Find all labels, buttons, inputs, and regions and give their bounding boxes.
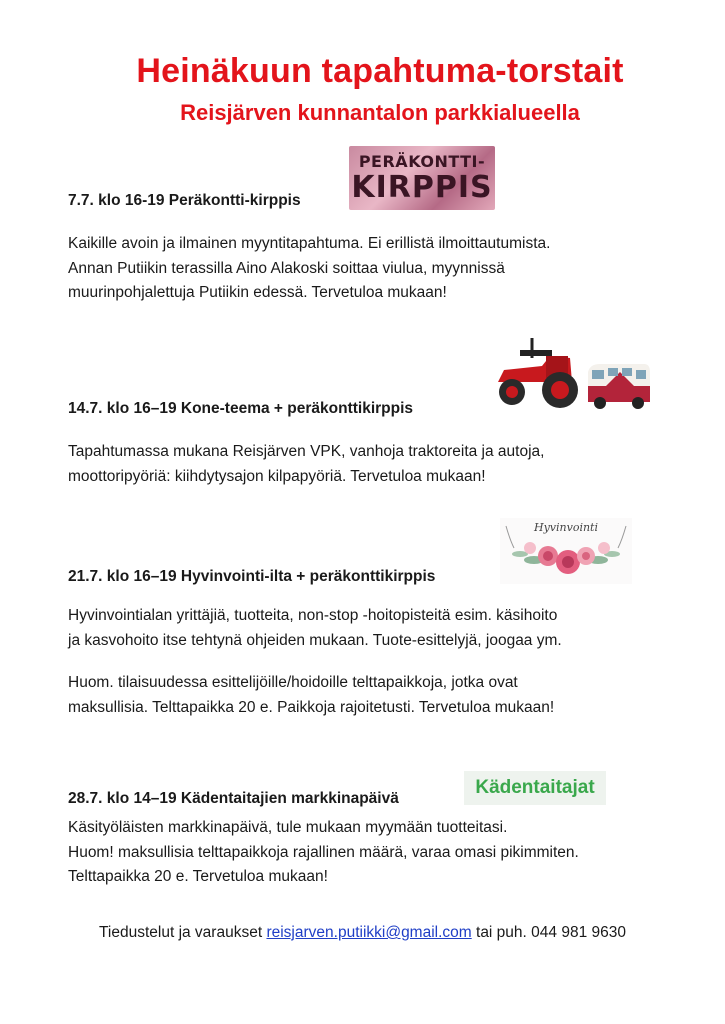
event-2-paragraph — [68, 440, 544, 489]
event-1-heading: 7.7. klo 16-19 Peräkontti-kirppis — [68, 192, 301, 209]
event-2-line: Tapahtumassa mukana Reisjärven VPK, vanhoja traktoreita ja autoja, — [68, 443, 545, 460]
event-3-line: ja kasvohoito itse tehtynä ohjeiden mukaan. Tuote-esittelyjä, joogaa ym. — [68, 631, 562, 649]
event-4-line: Telttapaikka 20 e. Tervetuloa mukaan! — [68, 868, 328, 885]
event-2-line: moottoripyöriä: kiihdytysajon kilpapyöriä. Tervetuloa mukaan! — [68, 467, 486, 485]
footer-prefix: Tiedustelut ja varaukset — [99, 924, 267, 941]
event-1-paragraph — [68, 232, 550, 306]
event-3-paragraph-2 — [68, 671, 554, 720]
event-2-heading: 14.7. klo 16–19 Kone-teema + peräkonttikirppis — [68, 400, 414, 417]
event-1-line: Kaikille avoin ja ilmainen myyntitapahtuma. Ei erillistä ilmoittautumista. — [68, 235, 551, 252]
hyvinvointi-logo-label: Hyvinvointi — [533, 521, 599, 534]
event-3-line: maksullisia. Telttapaikka 20 e. Paikkoja rajoitetusti. Tervetuloa mukaan! — [68, 698, 555, 716]
event-1-line: muurinpohjalettuja Putiikin edessä. Tervetuloa mukaan! — [68, 284, 447, 301]
page-subtitle: Reisjärven kunnantalon parkkialueella — [180, 100, 580, 125]
event-4-heading: 28.7. klo 14–19 Kädentaitajien markkinapäivä — [68, 790, 399, 807]
flower-wreath-icon — [500, 518, 632, 584]
event-1-line: Annan Putiikin terassilla Aino Alakoski soittaa viulua, myynnissä — [68, 259, 505, 277]
tractor-icon — [490, 332, 580, 414]
event-3-line: Huom. tilaisuudessa esittelijöille/hoidoille telttapaikkoja, jotka ovat — [68, 674, 518, 691]
contact-footer — [0, 924, 725, 942]
event-4-paragraph — [68, 816, 579, 890]
kirppis-logo-line1: PERÄKONTTI- — [358, 152, 486, 171]
event-4-line: Käsityöläisten markkinapäivä, tule mukaan myymään tuotteitasi. — [68, 819, 508, 836]
email-link[interactable]: reisjarven.putiikki@gmail.com — [266, 924, 472, 941]
vw-van-icon — [582, 358, 654, 414]
hyvinvointi-logo — [500, 518, 632, 584]
footer-phone: tai puh. 044 981 9630 — [471, 924, 626, 941]
perakontti-kirppis-logo — [349, 146, 495, 210]
kirppis-logo-line2: KIRPPIS — [351, 170, 493, 205]
kadentaitajat-logo: Kädentaitajat — [464, 771, 606, 805]
event-3-paragraph-1 — [68, 604, 562, 653]
event-3-heading: 21.7. klo 16–19 Hyvinvointi-ilta + peräkonttikirppis — [68, 568, 436, 585]
page-title: Heinäkuun tapahtuma-torstait — [136, 52, 624, 90]
event-3-line: Hyvinvointialan yrittäjiä, tuotteita, non-stop -hoitopisteitä esim. käsihoito — [68, 607, 558, 624]
event-4-line: Huom! maksullisia telttapaikkoja rajallinen määrä, varaa omasi pikimmiten. — [68, 843, 579, 861]
